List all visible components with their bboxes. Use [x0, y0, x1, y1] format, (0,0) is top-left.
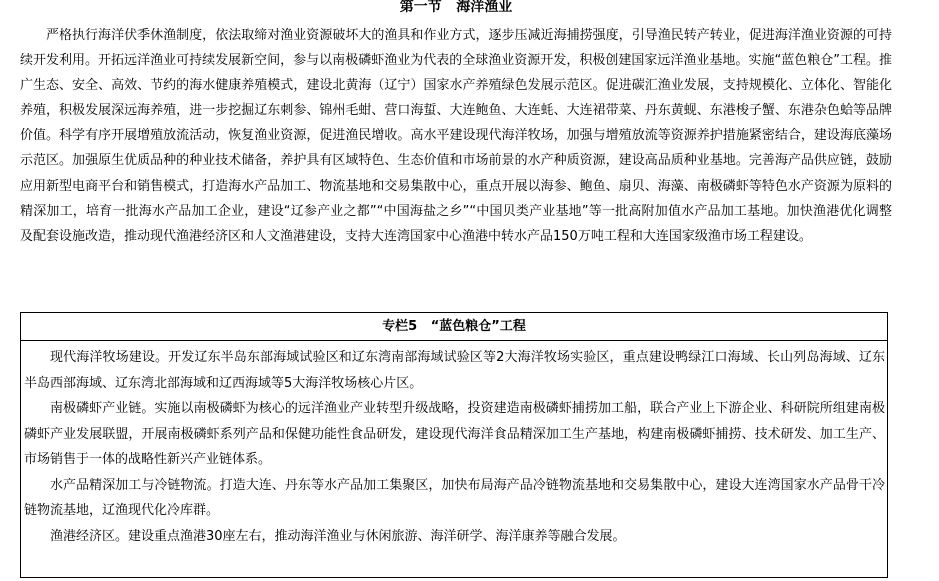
box-paragraph-processing-logistics: 水产品精深加工与冷链物流。打造大连、丹东等水产品加工集聚区，加快布局海产品冷链物流基地和交易集散中心，建设大连湾国家水产品骨干冷链物流基地，辽渔现代化冷库群。	[24, 477, 885, 518]
box-paragraph-marine-ranch: 现代海洋牧场建设。开发辽东半岛东部海域试验区和辽东湾南部海域试验区等2大海洋牧场实验区，重点建设鸭绿江口海域、长山列岛海域、辽东半岛西部海域、辽东湾北部海域和辽西海域等5大海洋牧场核心片区。	[24, 350, 885, 391]
section-title: 第一节 海洋渔业	[399, 0, 513, 15]
box-paragraph-krill-chain: 南极磷虾产业链。实施以南极磷虾为核心的远洋渔业产业转型升级战略，投资建造南极磷虾捕捞加工船，联合产业上下游企业、科研院所组建南极磷虾产业发展联盟，开展南极磷虾系列产品和保健功能性食品研发，建设现代海洋食品精深加工生产基地，构建南极磷虾捕捞、技术研发、加工生产、市场销售于一体的战略性新兴产业链体系。	[24, 401, 885, 467]
box-paragraph-fishing-port: 渔港经济区。建设重点渔港30座左右，推动海洋渔业与休闲旅游、海洋研学、海洋康养等融合发展。	[50, 528, 626, 544]
feature-box	[20, 312, 888, 578]
feature-box-title: 专栏5 “蓝色粮仓”工程	[21, 313, 887, 341]
feature-box-body	[21, 341, 887, 549]
body-paragraph: 严格执行海洋伏季休渔制度，依法取缔对渔业资源破坏大的渔具和作业方式，逐步压减近海捕捞强度，引导渔民转产转业，促进海洋渔业资源的可持续开发利用。开拓远洋渔业可持续发展新空间，参与以南极磷虾渔业为代表的全球渔业资源开发，积极创建国家远洋渔业基地。实施“蓝色粮仓”工程。推广生态、安全、高效、节约的海水健康养殖模式，建设北黄海（辽宁）国家水产养殖绿色发展示范区。促进碳汇渔业发展，支持规模化、立体化、智能化养殖，积极发展深远海养殖，进一步挖掘辽东刺参、锦州毛蚶、营口海蜇、大连鲍鱼、大连蚝、大连裙带菜、丹东黄蚬、东港梭子蟹、东港杂色蛤等品牌价值。科学有序开展增殖放流活动，恢复渔业资源，促进渔民增收。高水平建设现代海洋牧场，加强与增殖放流等资源养护措施紧密结合，建设海底藻场示范区。加强原生优质品种的种业技术储备，养护具有区域特色、生态价值和市场前景的水产种质资源，建设高品质种业基地。完善海产品供应链，鼓励应用新型电商平台和销售模式，打造海水产品加工、物流基地和交易集散中心，重点开展以海参、鲍鱼、扇贝、海藻、南极磷虾等特色水产资源为原料的精深加工，培育一批海水产品加工企业，建设“辽参产业之都”“中国海盐之乡”“中国贝类产业基地”等一批高附加值水产品加工基地。加快渔港优化调整及配套设施改造，推动现代渔港经济区和人文渔港建设，支持大连湾国家中心渔港中转水产品150万吨工程和大连国家级渔市场工程建设。	[20, 28, 892, 244]
